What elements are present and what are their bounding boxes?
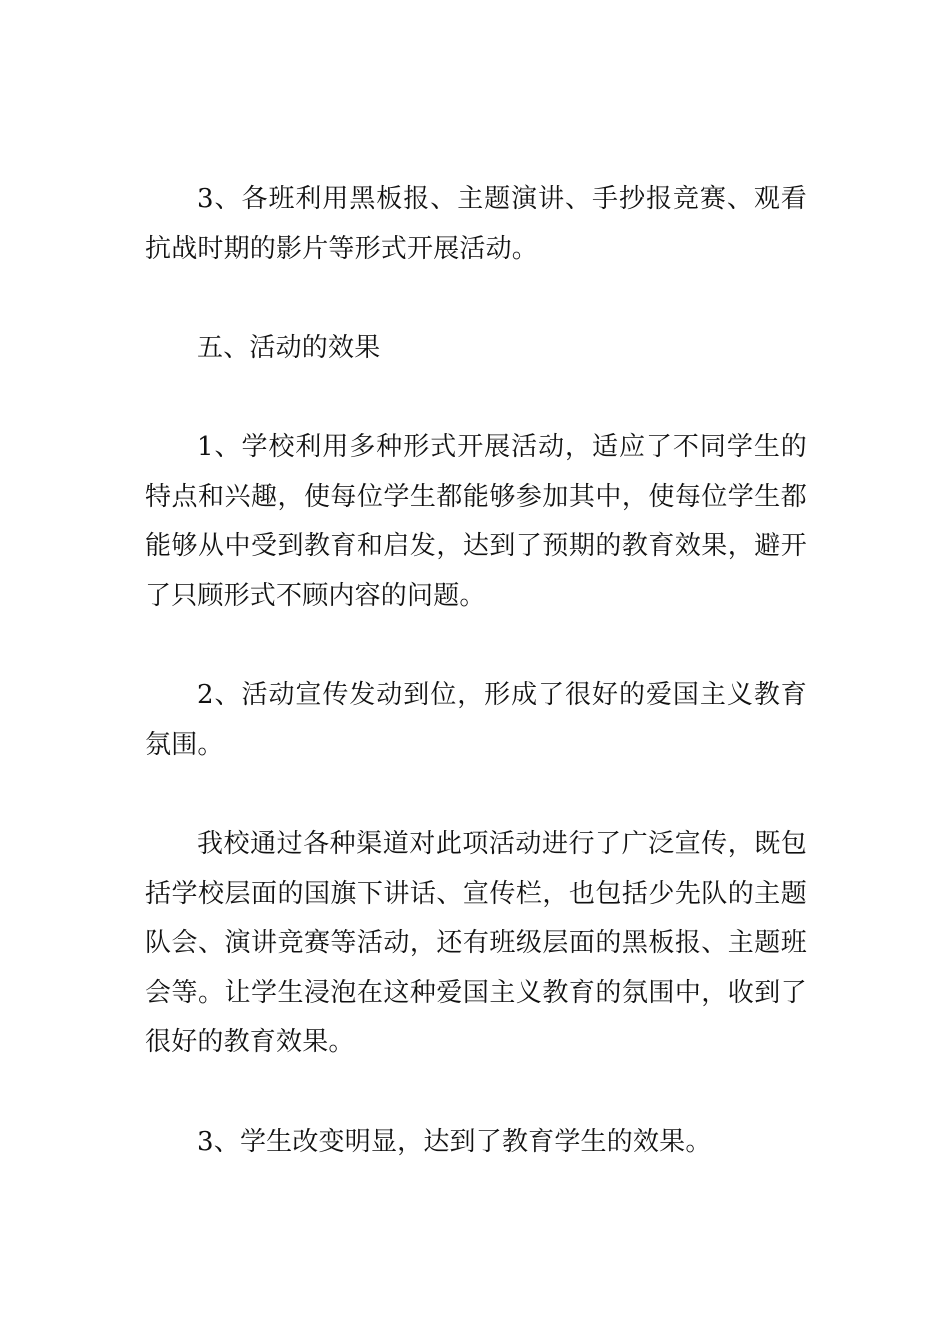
paragraph-activity-forms: 3、各班利用黑板报、主题演讲、手抄报竞赛、观看抗战时期的影片等形式开展活动。 (145, 184, 807, 264)
paragraph-effect-2: 2、活动宣传发动到位，形成了很好的爱国主义教育氛围。 (145, 680, 807, 760)
section-heading-effects: 五、活动的效果 (197, 333, 381, 363)
paragraph-effect-1: 1、学校利用多种形式开展活动，适应了不同学生的特点和兴趣，使每位学生都能够参加其中，使每位学生都能够从中受到教育和启发，达到了预期的教育效果，避开了只顾形式不顾内容的问题。 (145, 432, 807, 611)
paragraph-publicity: 我校通过各种渠道对此项活动进行了广泛宣传，既包括学校层面的国旗下讲话、宣传栏，也包括少先队的主题队会、演讲竞赛等活动，还有班级层面的黑板报、主题班会等。让学生浸泡在这种爱国主义教育的氛围中，收到了很好的教育效果。 (145, 829, 807, 1057)
paragraph-effect-3: 3、学生改变明显，达到了教育学生的效果。 (197, 1127, 712, 1157)
